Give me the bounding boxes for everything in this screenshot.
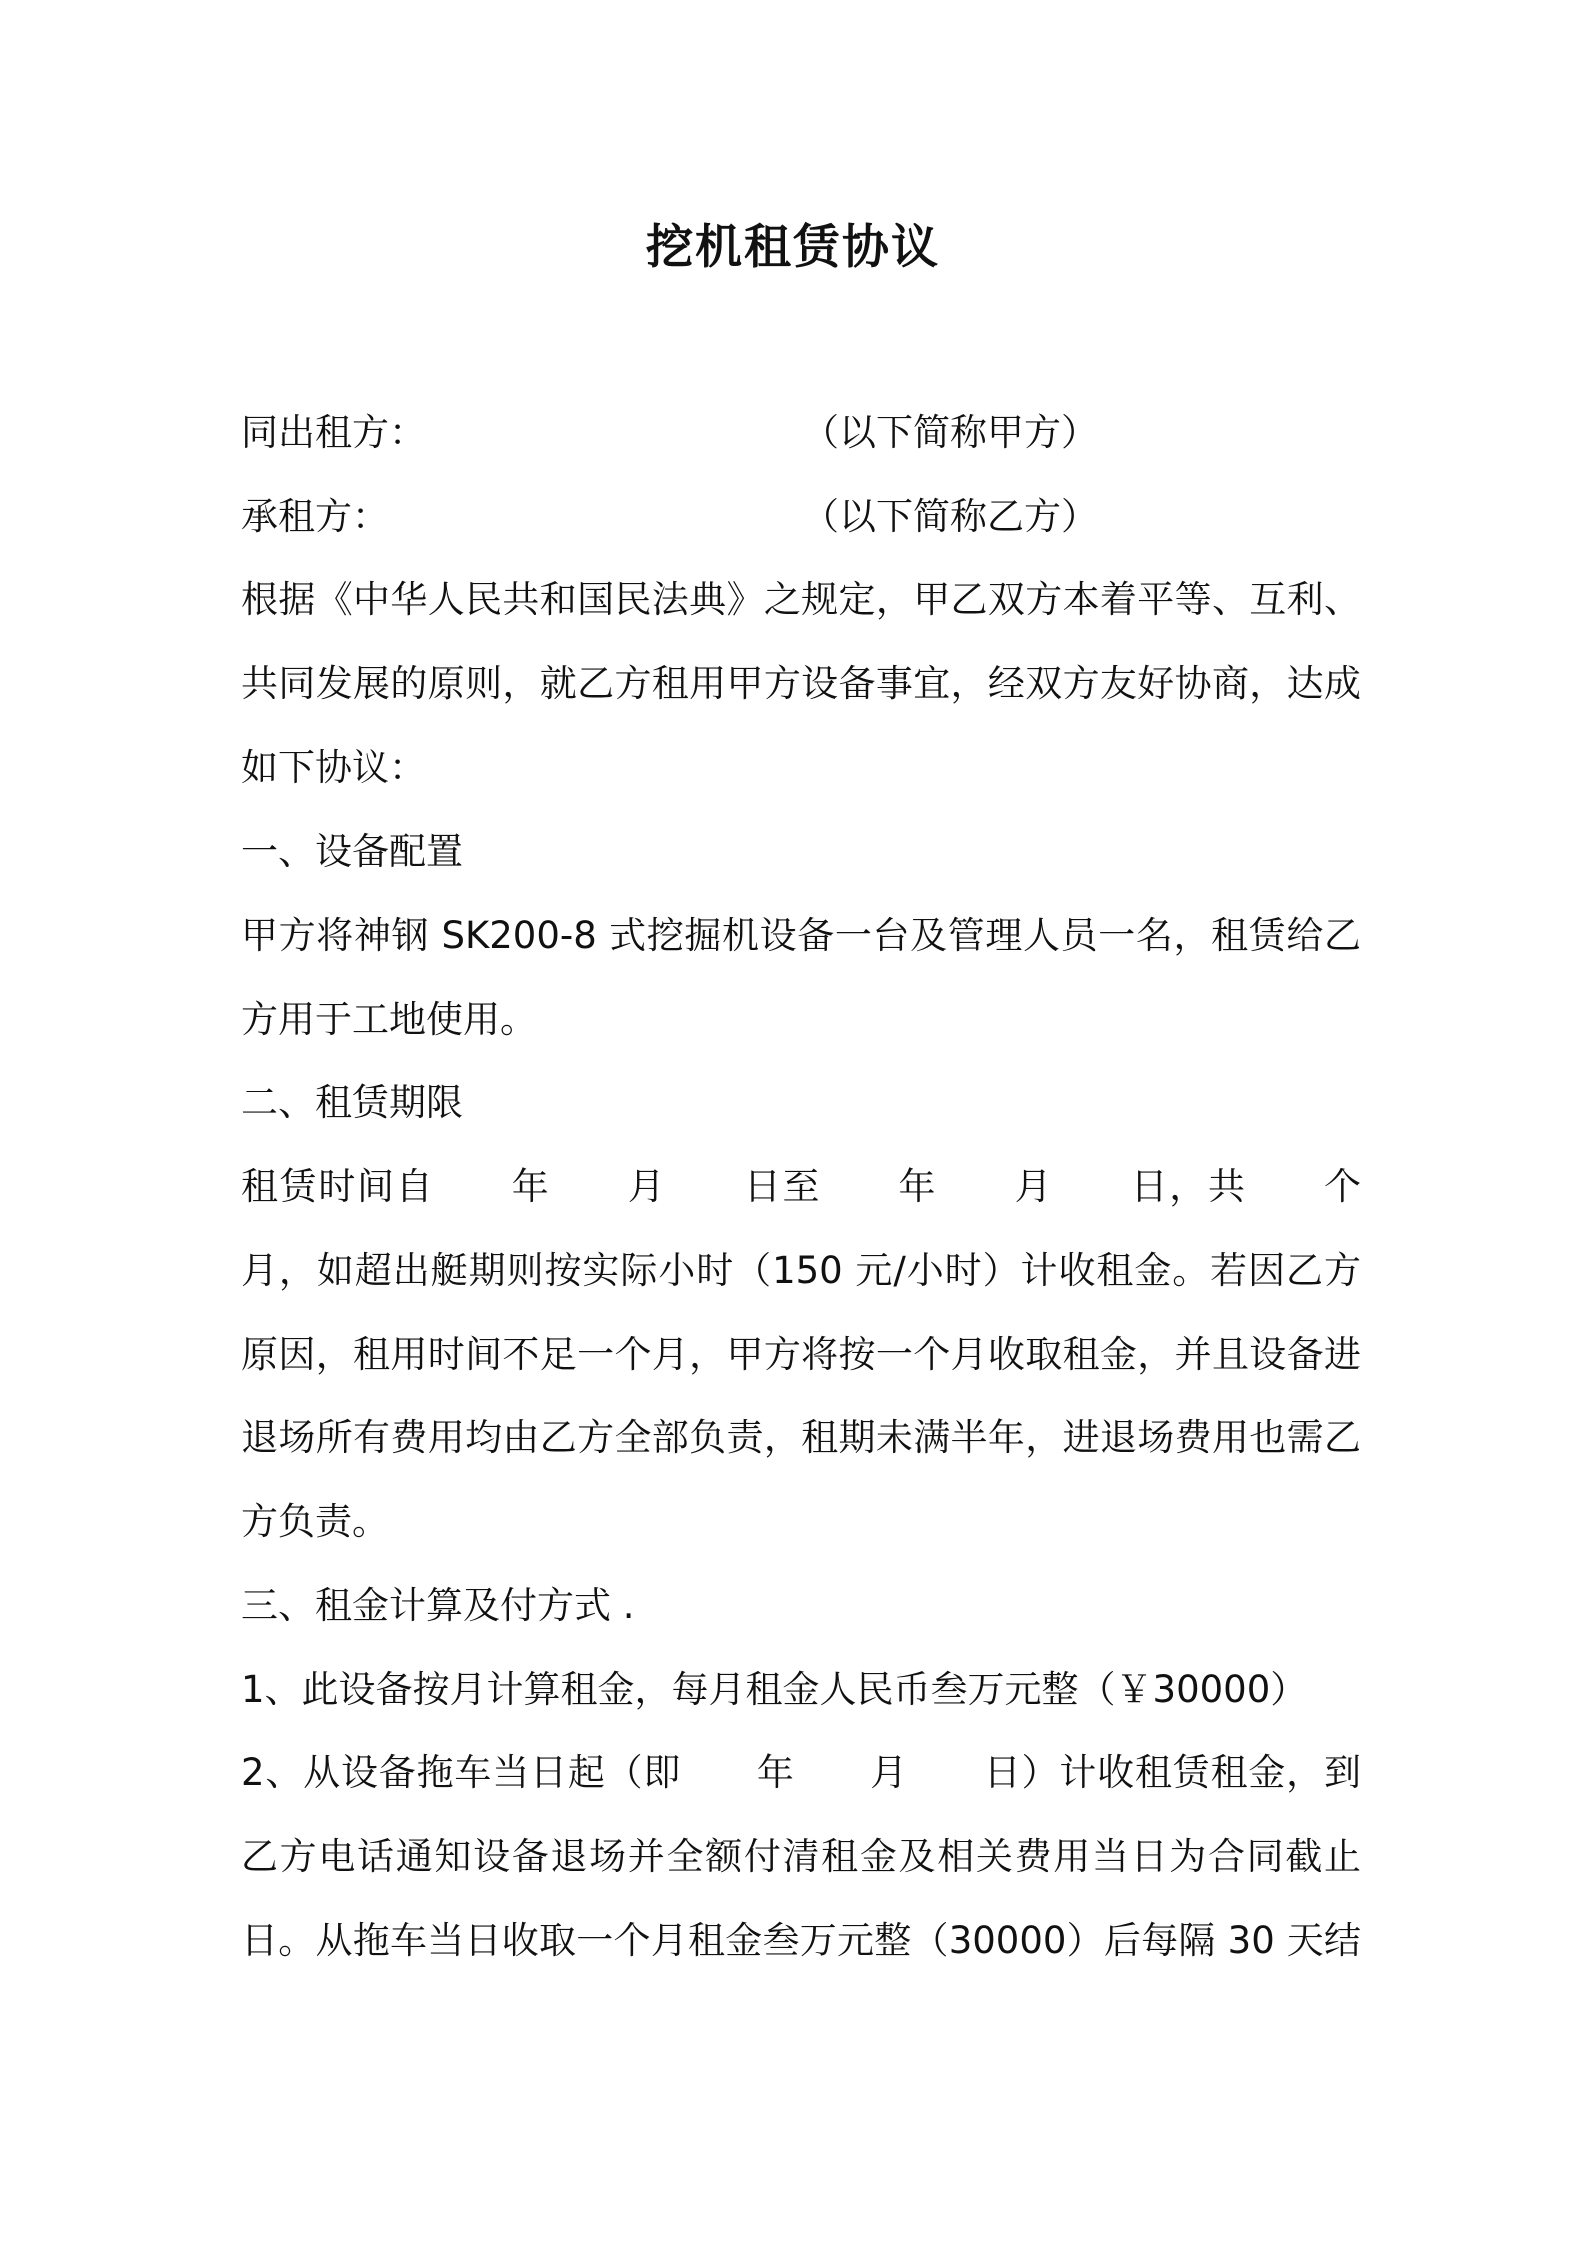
section-heading: 一、设备配置: [241, 830, 463, 873]
lessor-note: （以下简称甲方）: [802, 411, 1098, 454]
text-line: 原因，租用时间不足一个月，甲方将按一个月收取租金，并且设备进: [241, 1333, 1361, 1376]
lessee-label: 承租方：: [241, 495, 389, 538]
text-line: 方用于工地使用。: [241, 998, 537, 1041]
text-line: 1、此设备按月计算租金，每月租金人民币叁万元整（￥30000）: [241, 1668, 1308, 1711]
text-line: 2、从设备拖车当日起（即 年 月 日）计收租赁租金，到: [241, 1751, 1361, 1794]
document-title: 挖机租赁协议: [646, 220, 940, 275]
text-line: 根据《中华人民共和国民法典》之规定，甲乙双方本着平等、互利、: [241, 578, 1361, 621]
text-line: 租赁时间自 年 月 日至 年 月 日，共 个: [241, 1165, 1361, 1208]
text-line: 方负责。: [241, 1500, 389, 1543]
text-line: 乙方电话通知设备退场并全额付清租金及相关费用当日为合同截止: [241, 1835, 1361, 1878]
text-line: 退场所有费用均由乙方全部负责，租期未满半年，进退场费用也需乙: [241, 1416, 1361, 1459]
lessor-label: 同出租方：: [241, 411, 426, 454]
lessee-note: （以下简称乙方）: [802, 495, 1098, 538]
text-line: 月，如超出艇期则按实际小时（150 元/小时）计收租金。若因乙方: [241, 1249, 1361, 1292]
text-line: 如下协议：: [241, 746, 426, 789]
section-heading: 二、租赁期限: [241, 1081, 463, 1124]
text-line: 共同发展的原则，就乙方租用甲方设备事宜，经双方友好协商，达成: [241, 662, 1361, 705]
text-line: 甲方将神钢 SK200-8 式挖掘机设备一台及管理人员一名，租赁给乙: [241, 914, 1361, 957]
section-heading: 三、租金计算及付方式 .: [241, 1584, 635, 1627]
text-line: 日。从拖车当日收取一个月租金叁万元整（30000）后每隔 30 天结: [241, 1919, 1361, 1962]
